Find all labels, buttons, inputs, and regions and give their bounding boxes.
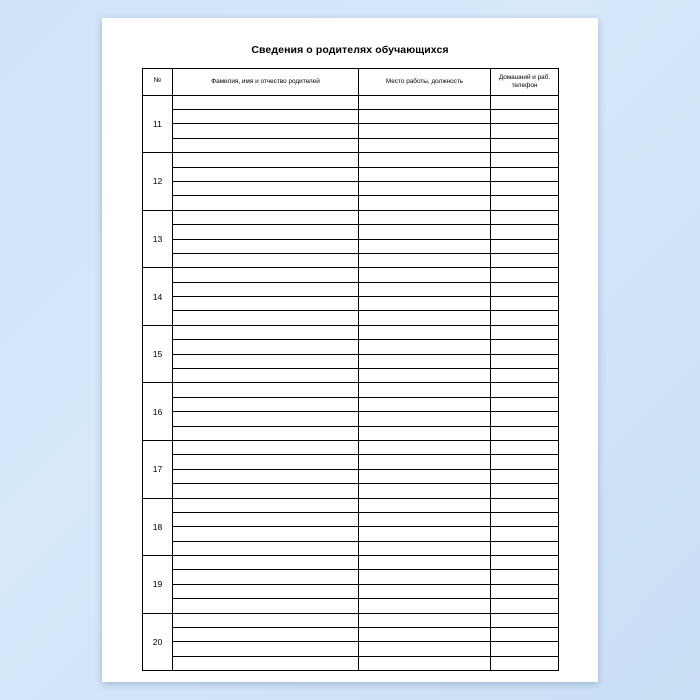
table-row[interactable] [143,181,559,195]
cell-work[interactable] [359,297,491,311]
table-row[interactable] [143,325,559,339]
cell-work[interactable] [359,397,491,411]
cell-phone[interactable] [491,426,559,440]
cell-phone[interactable] [491,253,559,267]
table-header [143,68,559,95]
cell-phone[interactable] [491,282,559,296]
cell-fio[interactable] [173,426,359,440]
cell-work[interactable] [359,383,491,397]
row-number-cell: 12 [143,153,173,211]
table-row[interactable] [143,196,559,210]
cell-work[interactable] [359,181,491,195]
cell-phone[interactable] [491,153,559,167]
cell-fio[interactable] [173,340,359,354]
cell-work[interactable] [359,455,491,469]
table-row[interactable] [143,138,559,152]
table-row[interactable] [143,469,559,483]
column-header-work: Место работы, должность [359,68,491,95]
table-row[interactable] [143,570,559,584]
cell-phone[interactable] [491,455,559,469]
row-number-cell: 13 [143,210,173,268]
cell-fio[interactable] [173,440,359,454]
cell-work[interactable] [359,153,491,167]
cell-fio[interactable] [173,268,359,282]
cell-phone[interactable] [491,656,559,670]
cell-phone[interactable] [491,369,559,383]
cell-fio[interactable] [173,599,359,613]
document-page [102,18,598,682]
cell-work[interactable] [359,584,491,598]
table-row[interactable] [143,527,559,541]
cell-fio[interactable] [173,656,359,670]
table-row[interactable] [143,239,559,253]
cell-phone[interactable] [491,325,559,339]
table-row[interactable] [143,369,559,383]
cell-phone[interactable] [491,181,559,195]
cell-work[interactable] [359,556,491,570]
cell-fio[interactable] [173,628,359,642]
cell-phone[interactable] [491,383,559,397]
table-row[interactable] [143,383,559,397]
cell-fio[interactable] [173,138,359,152]
table-header-row [143,68,559,95]
cell-work[interactable] [359,167,491,181]
column-header-phone: Домашний и раб. телефон [491,68,559,95]
cell-phone[interactable] [491,628,559,642]
cell-fio[interactable] [173,181,359,195]
cell-fio[interactable] [173,383,359,397]
table-row[interactable] [143,167,559,181]
table-row[interactable] [143,412,559,426]
cell-work[interactable] [359,469,491,483]
cell-phone[interactable] [491,109,559,123]
cell-fio[interactable] [173,196,359,210]
form-sheet [142,44,558,647]
cell-phone[interactable] [491,167,559,181]
cell-fio[interactable] [173,124,359,138]
page-title: Сведения о родителях обучающихся [251,44,449,56]
cell-fio[interactable] [173,397,359,411]
cell-work[interactable] [359,124,491,138]
cell-phone[interactable] [491,527,559,541]
cell-work[interactable] [359,426,491,440]
cell-fio[interactable] [173,541,359,555]
cell-fio[interactable] [173,167,359,181]
table-row[interactable] [143,153,559,167]
cell-work[interactable] [359,340,491,354]
cell-work[interactable] [359,109,491,123]
cell-phone[interactable] [491,584,559,598]
table-row[interactable] [143,253,559,267]
cell-fio[interactable] [173,584,359,598]
cell-phone[interactable] [491,412,559,426]
cell-phone[interactable] [491,297,559,311]
table-row[interactable] [143,484,559,498]
cell-phone[interactable] [491,512,559,526]
table-row[interactable] [143,354,559,368]
parents-info-table [142,68,559,672]
row-number-cell: 17 [143,440,173,498]
cell-work[interactable] [359,541,491,555]
cell-phone[interactable] [491,239,559,253]
cell-work[interactable] [359,239,491,253]
row-number-cell: 15 [143,325,173,383]
cell-phone[interactable] [491,556,559,570]
cell-phone[interactable] [491,599,559,613]
cell-work[interactable] [359,628,491,642]
table-row[interactable] [143,599,559,613]
cell-work[interactable] [359,95,491,109]
cell-phone[interactable] [491,541,559,555]
cell-phone[interactable] [491,311,559,325]
cell-work[interactable] [359,613,491,627]
cell-fio[interactable] [173,469,359,483]
table-row[interactable] [143,268,559,282]
cell-fio[interactable] [173,325,359,339]
table-row[interactable] [143,311,559,325]
cell-phone[interactable] [491,397,559,411]
cell-phone[interactable] [491,340,559,354]
table-row[interactable] [143,297,559,311]
table-row[interactable] [143,124,559,138]
cell-phone[interactable] [491,95,559,109]
cell-work[interactable] [359,138,491,152]
cell-fio[interactable] [173,412,359,426]
column-header-fio: Фамилия, имя и отчество родителей [173,68,359,95]
cell-work[interactable] [359,325,491,339]
cell-fio[interactable] [173,498,359,512]
cell-fio[interactable] [173,570,359,584]
row-number-cell: 11 [143,95,173,153]
table-row[interactable] [143,455,559,469]
cell-phone[interactable] [491,138,559,152]
cell-phone[interactable] [491,210,559,224]
cell-work[interactable] [359,656,491,670]
cell-fio[interactable] [173,297,359,311]
cell-work[interactable] [359,440,491,454]
cell-fio[interactable] [173,642,359,656]
cell-fio[interactable] [173,512,359,526]
cell-fio[interactable] [173,95,359,109]
cell-fio[interactable] [173,225,359,239]
table-row[interactable] [143,541,559,555]
cell-phone[interactable] [491,268,559,282]
cell-fio[interactable] [173,153,359,167]
row-number-cell: 20 [143,613,173,671]
cell-fio[interactable] [173,210,359,224]
table-row[interactable] [143,210,559,224]
cell-work[interactable] [359,642,491,656]
cell-fio[interactable] [173,253,359,267]
cell-work[interactable] [359,599,491,613]
cell-fio[interactable] [173,484,359,498]
cell-work[interactable] [359,282,491,296]
table-row[interactable] [143,426,559,440]
cell-fio[interactable] [173,239,359,253]
cell-phone[interactable] [491,124,559,138]
cell-work[interactable] [359,311,491,325]
cell-fio[interactable] [173,354,359,368]
cell-work[interactable] [359,225,491,239]
cell-phone[interactable] [491,225,559,239]
cell-fio[interactable] [173,556,359,570]
cell-work[interactable] [359,354,491,368]
table-row[interactable] [143,397,559,411]
cell-work[interactable] [359,196,491,210]
row-number-cell: 18 [143,498,173,556]
column-header-num: № [143,68,173,95]
cell-fio[interactable] [173,311,359,325]
cell-phone[interactable] [491,440,559,454]
cell-fio[interactable] [173,455,359,469]
cell-fio[interactable] [173,613,359,627]
cell-work[interactable] [359,268,491,282]
cell-phone[interactable] [491,354,559,368]
table-row[interactable] [143,628,559,642]
cell-phone[interactable] [491,196,559,210]
cell-phone[interactable] [491,570,559,584]
cell-phone[interactable] [491,469,559,483]
table-row[interactable] [143,512,559,526]
cell-work[interactable] [359,210,491,224]
cell-fio[interactable] [173,109,359,123]
table-row[interactable] [143,656,559,670]
cell-work[interactable] [359,527,491,541]
cell-work[interactable] [359,253,491,267]
cell-work[interactable] [359,512,491,526]
cell-fio[interactable] [173,369,359,383]
cell-work[interactable] [359,412,491,426]
cell-fio[interactable] [173,527,359,541]
cell-phone[interactable] [491,642,559,656]
table-row[interactable] [143,440,559,454]
row-number-cell: 19 [143,556,173,614]
cell-work[interactable] [359,369,491,383]
table-row[interactable] [143,95,559,109]
cell-fio[interactable] [173,282,359,296]
cell-phone[interactable] [491,498,559,512]
table-body [143,95,559,671]
row-number-cell: 14 [143,268,173,326]
cell-work[interactable] [359,570,491,584]
table-row[interactable] [143,340,559,354]
cell-work[interactable] [359,484,491,498]
table-row[interactable] [143,642,559,656]
cell-phone[interactable] [491,613,559,627]
table-row[interactable] [143,225,559,239]
cell-phone[interactable] [491,484,559,498]
table-row[interactable] [143,282,559,296]
table-row[interactable] [143,109,559,123]
table-row[interactable] [143,584,559,598]
row-number-cell: 16 [143,383,173,441]
table-row[interactable] [143,556,559,570]
cell-work[interactable] [359,498,491,512]
table-row[interactable] [143,498,559,512]
table-row[interactable] [143,613,559,627]
